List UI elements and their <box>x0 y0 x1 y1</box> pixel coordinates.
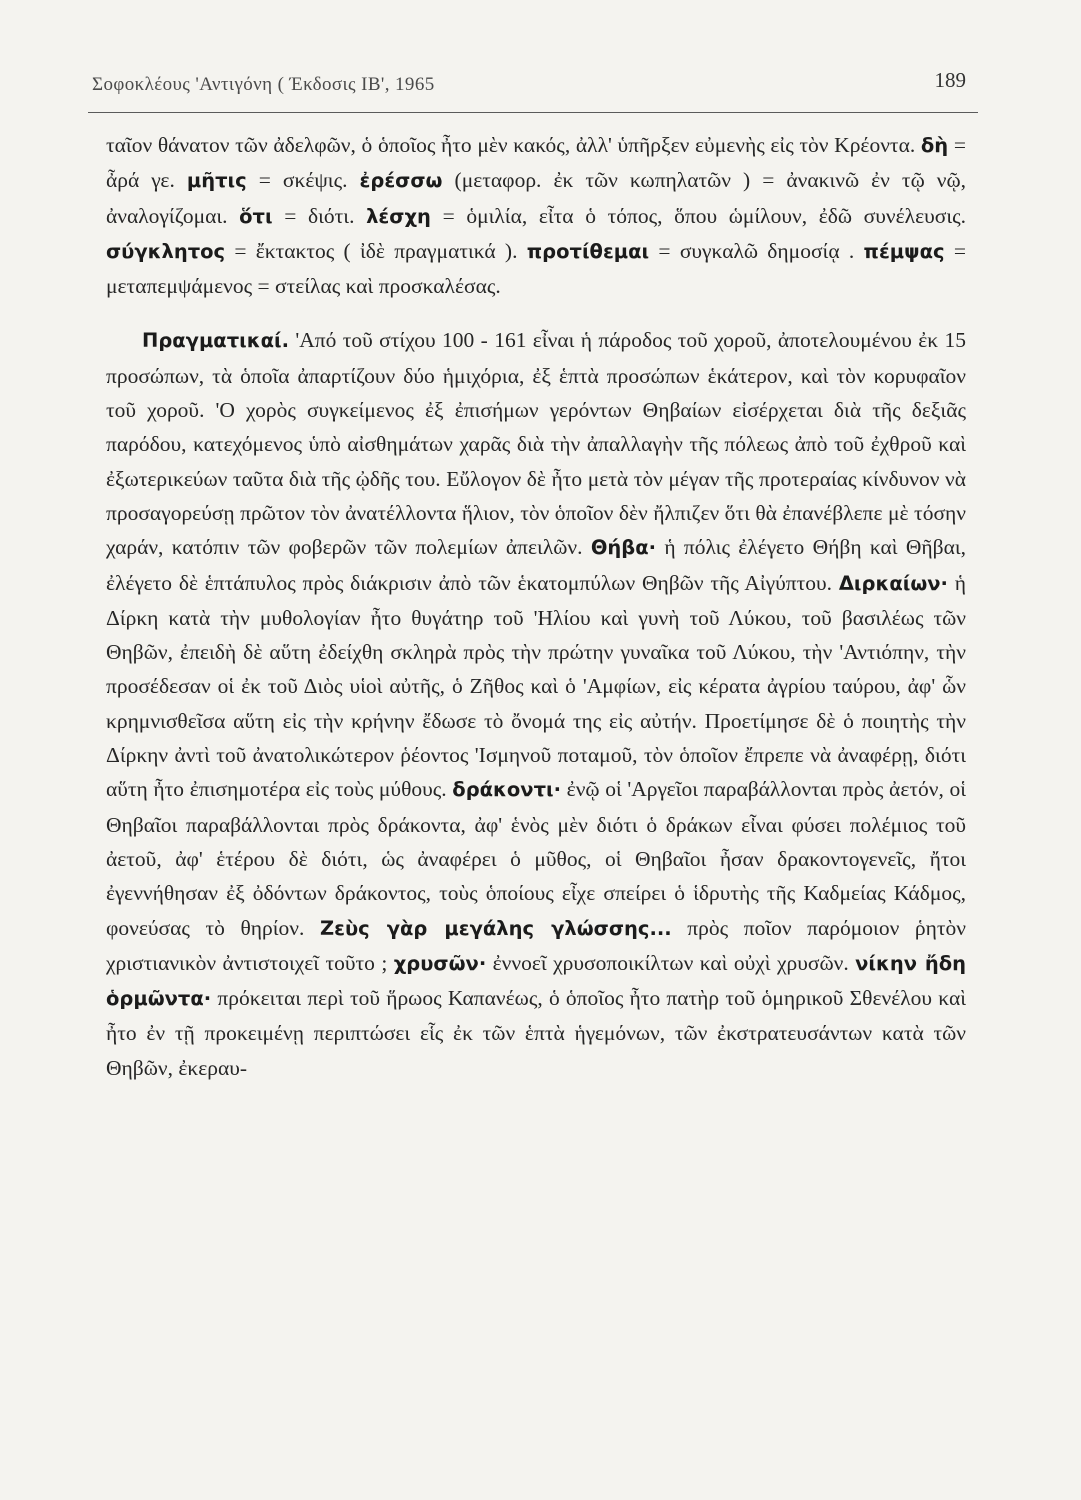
lemma: ὅτι <box>239 204 273 228</box>
text-run: = ἔκτακτος ( ἰδὲ πραγματικά ). <box>225 238 527 263</box>
text-run: = ἆρά γε. <box>106 133 966 193</box>
lemma: δράκοντι· <box>452 778 562 802</box>
lemma: μῆτις <box>186 169 247 193</box>
text-run: = σκέψις. <box>246 168 360 193</box>
running-header <box>92 62 982 102</box>
lemma: προτίθεμαι <box>526 239 650 263</box>
running-title: Σοφοκλέους 'Αντιγόνη ( Έκδοσις ΙΒ', 1965 <box>92 74 435 95</box>
text-run: = διότι. <box>272 203 367 228</box>
page-number: 189 <box>934 68 966 92</box>
text-run: (μεταφορ. ἐκ τῶν κωπηλατῶν ) = ἀνακινῶ ἐν τῷ νῷ, ἀναλογίζομαι. <box>106 168 966 228</box>
lemma: σύγκλητος <box>106 239 226 263</box>
text-run: ἐννοεῖ χρυσοποικίλτων καὶ οὐχὶ χρυσῶν. <box>486 950 856 975</box>
lemma: λέσχη <box>366 204 431 228</box>
lemma: Θήβα· <box>590 536 657 560</box>
text-run: = συγκαλῶ δημοσίᾳ . <box>649 238 864 263</box>
lemma: ἐρέσσω <box>359 169 443 193</box>
pragmatika-paragraph <box>106 323 966 1085</box>
text-run: 'Από τοῦ στίχου 100 - 161 εἶναι ἡ πάροδος τοῦ χοροῦ, ἀποτελουμένου ἐκ 15 προσώπων, τὰ ὁποῖα ἀπαρτίζουν δύο ἡμιχόρια, ἐξ ἑπτὰ προσώπων ἑκάτερον, καὶ τὸν κορυφαῖον τοῦ χοροῦ. 'Ο χορὸς συγκείμενος ἐξ ἐπισήμων γερόντων Θηβαίων εἰσέρχεται διὰ τῆς δεξιᾶς παρόδου, κατεχόμενος ὑπὸ αἰσθημάτων χαρᾶς διὰ τὴν ἀπαλλαγὴν τῆς πόλεως ἀπὸ τοῦ ἐχθροῦ καὶ ἐξωτερικεύων ταῦτα διὰ τῆς ᾠδῆς του. Εὔλογον δὲ ἦτο μετὰ τὸν μέγαν τῆς προτεραίας κίνδυνον νὰ προσαγορεύσῃ πρῶτον τὸν ἀνατέλλοντα ἥλιον, τὸν ὁποῖον δὲν ἤλπιζεν ὅτι θὰ ἐπανέβλεπε μὲ τόσην χαράν, κατόπιν τῶν φοβερῶν τῶν πολεμίων ἀπειλῶν. <box>106 328 966 560</box>
lemma: χρυσῶν· <box>393 951 487 975</box>
text-run: ταῖον θάνατον τῶν ἀδελφῶν, ὁ ὁποῖος ἦτο μὲν κακός, ἀλλ' ὑπῆρξεν εὐμενὴς εἰς τὸν Κρέοντα. <box>106 133 921 157</box>
section-heading: Πραγματικαί. <box>142 329 290 353</box>
text-run: πρόκειται περὶ τοῦ ἥρωος Καπανέως, ὁ ὁποῖος ἦτο πατὴρ τοῦ ὁμηρικοῦ Σθενέλου καὶ ἦτο ἐν τῇ προκειμένῃ περιπτώσει εἷς ἐκ τῶν ἑπτὰ ἡγεμόνων, τῶν ἐκστρατευσάντων κατὰ τῶν Θηβῶν, ἐκεραυ- <box>106 986 966 1080</box>
lemma: Διρκαίων· <box>838 571 948 595</box>
glossary-paragraph <box>106 128 966 303</box>
text-run: ἡ πόλις ἐλέγετο Θήβη καὶ Θῆβαι, ἐλέγετο δὲ ἑπτάπυλος πρὸς διάκρισιν ἀπὸ τῶν ἑκατομπύλων Θηβῶν τῆς Αἰγύπτου. <box>106 535 966 595</box>
header-rule <box>88 112 978 113</box>
text-run: πρὸς ποῖον παρόμοιον ῥητὸν χριστιανικὸν ἀντιστοιχεῖ τοῦτο ; <box>106 915 966 975</box>
text-run: = ὁμιλία, εἶτα ὁ τόπος, ὅπου ὡμίλουν, ἐδῶ συνέλευσις. <box>430 203 967 228</box>
lemma: νίκην ἤδη ὁρμῶντα· <box>106 951 967 1011</box>
lemma: πέμψας <box>863 239 945 263</box>
text-run: ἡ Δίρκη κατὰ τὴν μυθολογίαν ἦτο θυγάτηρ τοῦ 'Ηλίου καὶ γυνὴ τοῦ Λύκου, τοῦ βασιλέως τῶν Θηβῶν, ἐπειδὴ δὲ αὕτη ἐδείχθη σκληρὰ πρὸς τὴν πρώτην γυναῖκα τοῦ Λύκου, τὴν 'Αντιόπην, τὴν προσέδεσαν οἱ ἐκ τοῦ Διὸς υἱοὶ αὐτῆς, ὁ Ζῆθος καὶ ὁ 'Αμφίων, εἰς κέρατα ἀγρίου ταύρου, ἀφ' ὧν κρημνισθεῖσα αὕτη εἰς τὴν κρήνην ἔδωσε τὸ ὄνομά της εἰς αὐτήν. Προετίμησε δὲ ὁ ποιητὴς τὴν Δίρκην ἀντὶ τοῦ ἀνατολικώτερον ῥέοντος 'Ισμηνοῦ ποταμοῦ, τὸν ὁποῖον ἔπρεπε νὰ ἀναφέρῃ, διότι αὕτη ἦτο ἐπισημοτέρα εἰς τοὺς μύθους. <box>106 570 966 802</box>
lemma: Ζεὺς γὰρ μεγάλης γλώσσης... <box>320 916 672 940</box>
commentary-text <box>106 128 966 1085</box>
text-run: = μεταπεμψάμενος = στείλας καὶ προσκαλέσας. <box>106 238 966 299</box>
lemma: δὴ <box>920 134 949 157</box>
text-run: ἐνῷ οἱ 'Αργεῖοι παραβάλλονται πρὸς ἀετόν, οἱ Θηβαῖοι παραβάλλονται πρὸς δράκοντα, ἀφ' ἑνὸς μὲν διότι ὁ δράκων εἶναι φύσει πολέμιος τοῦ ἀετοῦ, ἀφ' ἑτέρου δὲ διότι, ὡς ἀναφέρει ὁ μῦθος, οἱ Θηβαῖοι ἦσαν δρακοντογενεῖς, ἤτοι ἐγεννήθησαν ἐξ ὀδόντων δράκοντος, τοὺς ὁποίους εἶχε σπείρει ὁ ἱδρυτὴς τῆς Καδμείας Κάδμος, φονεύσας τὸ θηρίον. <box>106 777 966 940</box>
